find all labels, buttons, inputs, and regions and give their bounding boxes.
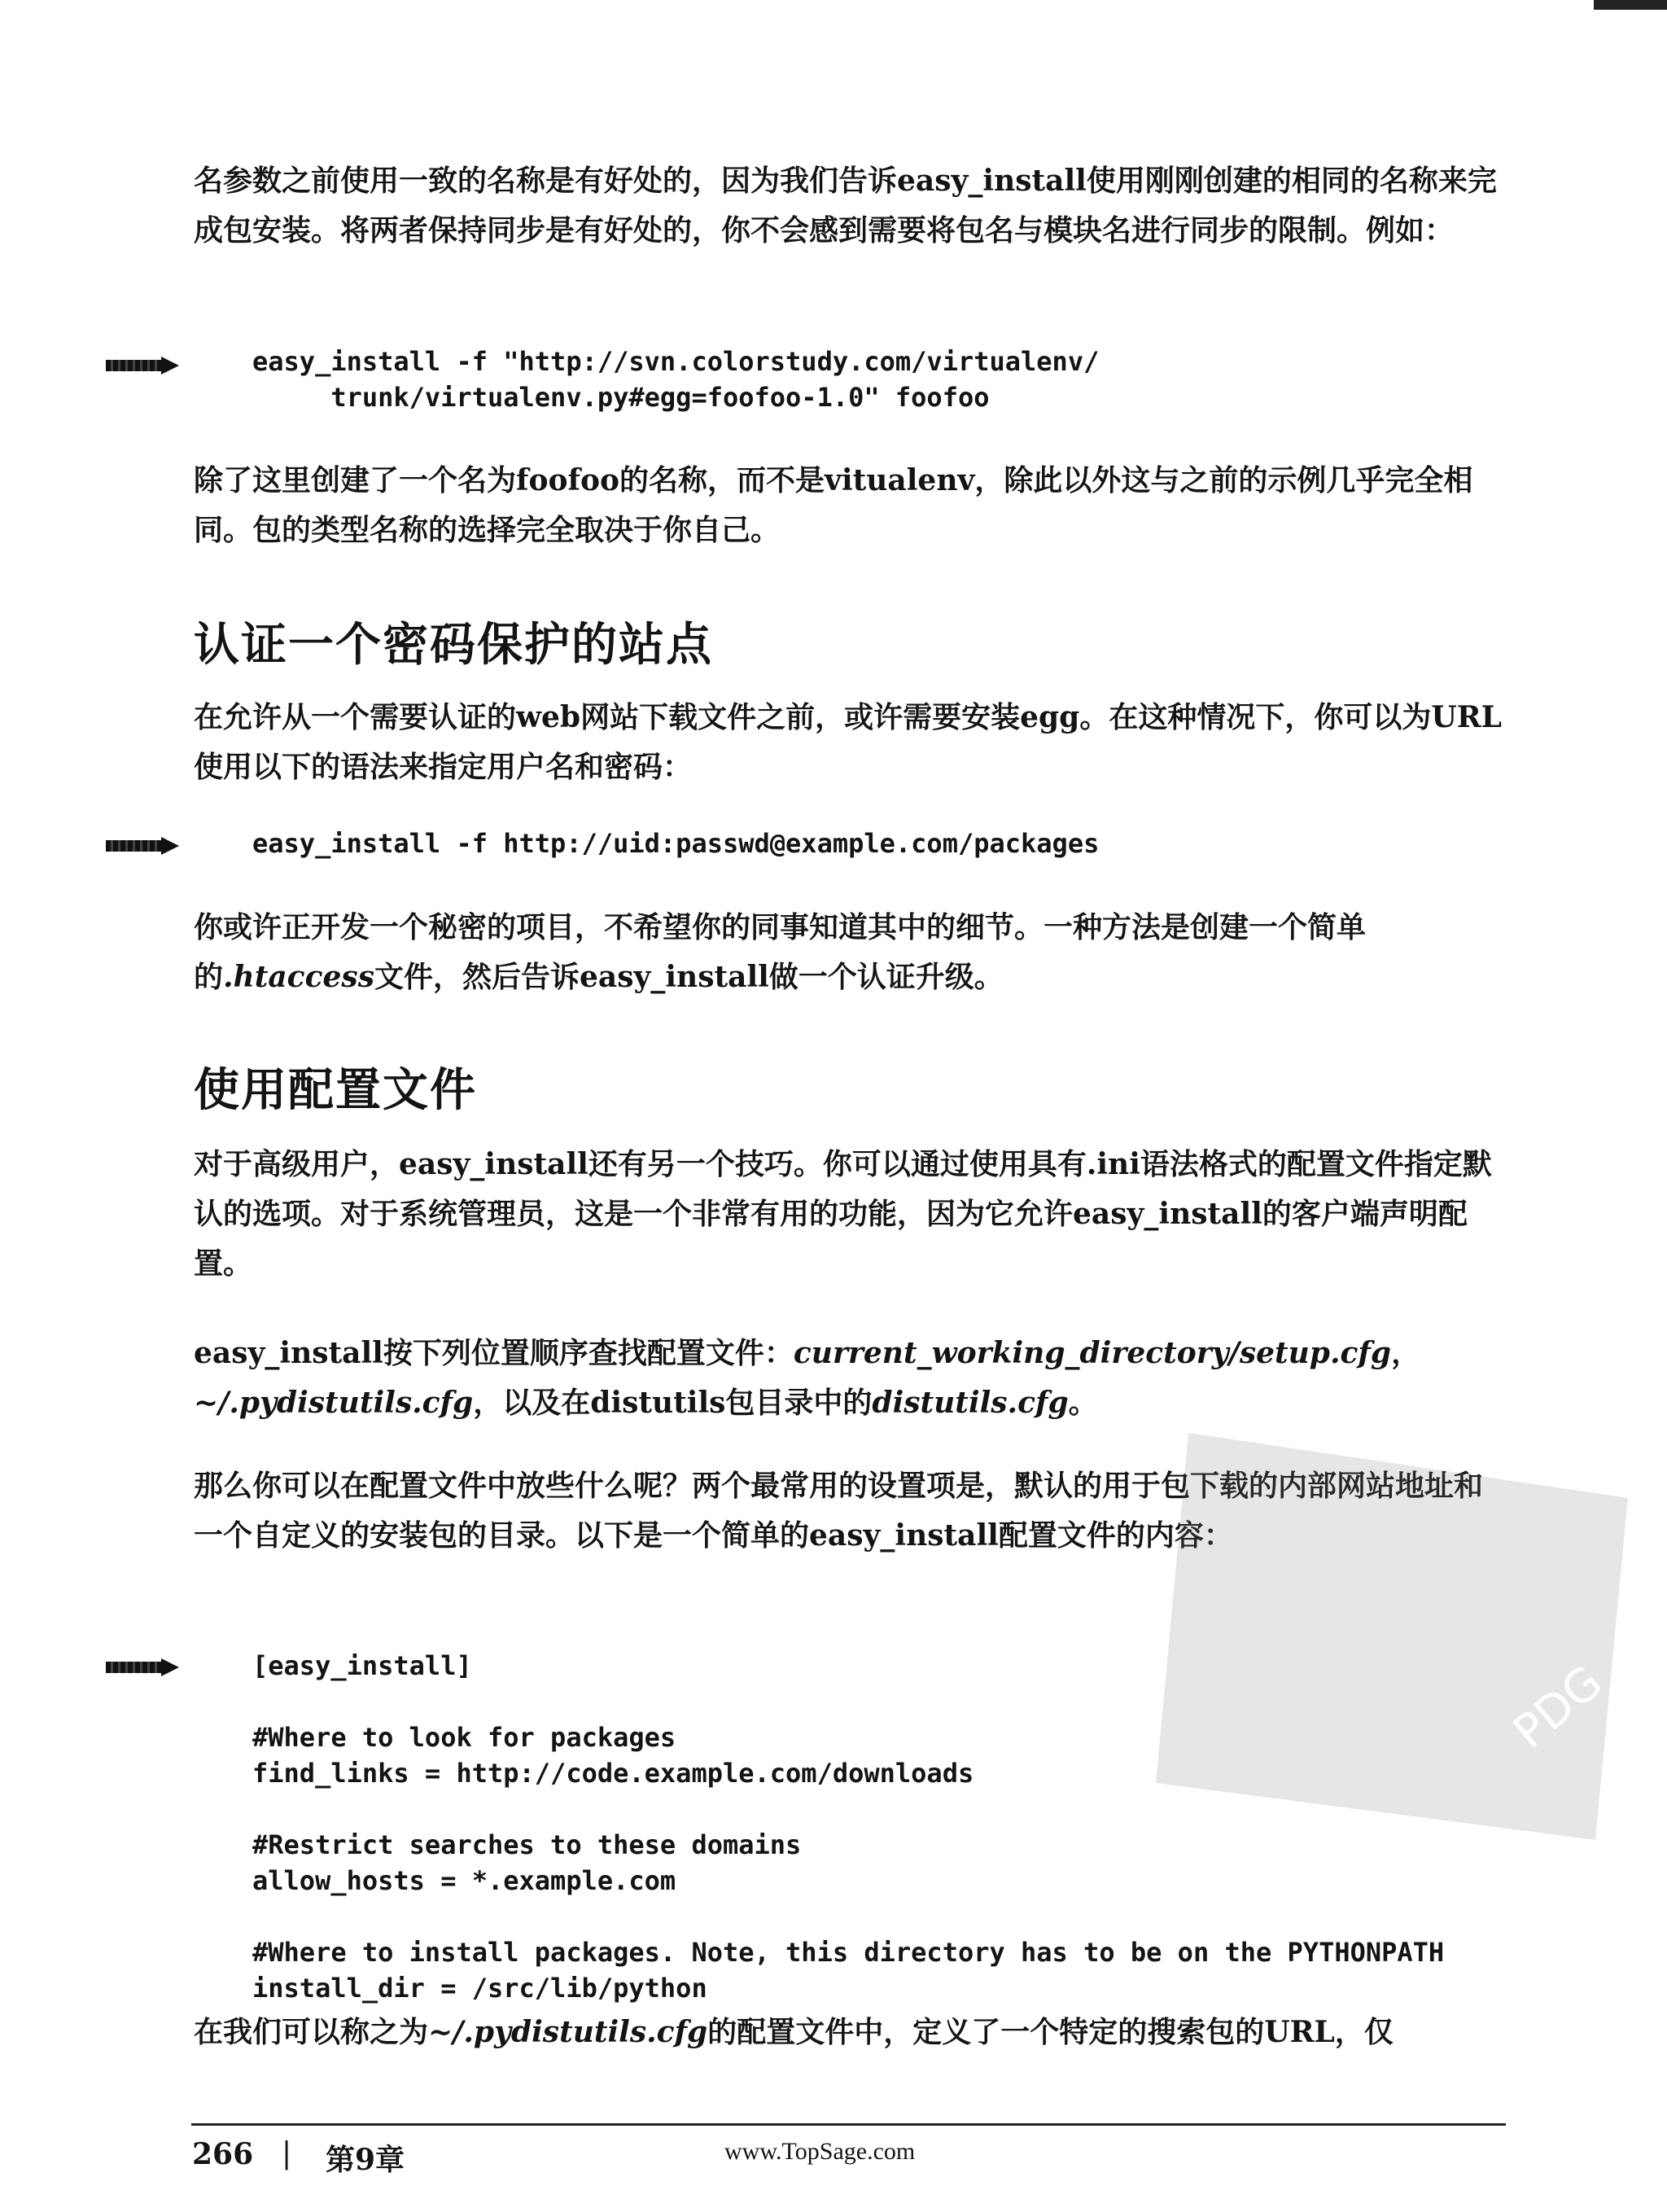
paragraph-htaccess: [194, 903, 1504, 1002]
text-run-italic: .htaccess: [223, 960, 374, 994]
paragraph-text: 除了这里创建了一个名为foofoo的名称，而不是vitualenv，除此以外这与之前的示例几乎完全相同。包的类型名称的选择完全取决于你自己。: [194, 463, 1473, 547]
paragraph-config-intro: [194, 1140, 1504, 1289]
text-run: ，: [1391, 1336, 1421, 1370]
watermark-text: PDG: [1503, 1655, 1613, 1759]
code-block-2: [252, 826, 1563, 861]
paragraph-pydistutils: [194, 2008, 1504, 2057]
paragraph-text: 那么你可以在配置文件中放些什么呢？两个最常用的设置项是，默认的用于包下载的内部网站地址和一个自定义的安装包的目录。以下是一个简单的easy_install配置文件的内容：: [194, 1469, 1484, 1553]
page-number: 266: [192, 2137, 254, 2171]
corner-mark: [1594, 0, 1667, 10]
text-run: 的配置文件中，定义了一个特定的搜索包的URL，仅: [707, 2015, 1394, 2049]
text-run: 在我们可以称之为: [194, 2015, 429, 2049]
paragraph-text: 对于高级用户，easy_install还有另一个技巧。你可以通过使用具有.ini语法格式的配置文件指定默认的选项。对于系统管理员，这是一个非常有用的功能，因为它允许easy_install的客户端声明配置。: [194, 1147, 1492, 1281]
text-run: 。: [1068, 1386, 1098, 1420]
paragraph-foofoo: [194, 456, 1504, 555]
text-run: 你或许正开发一个秘密的项目，不希望你的同事知道其中的细节。一种方法是创建一个简单的: [194, 910, 1367, 994]
text-run-italic: ~/.pydistutils.cfg: [428, 2015, 708, 2049]
chapter-label: 第9章: [326, 2143, 405, 2177]
text-run: ，以及在distutils包目录中的: [473, 1386, 873, 1420]
code-text: easy_install -f "http://svn.colorstudy.com/virtualenv/ trunk/virtualenv.py#egg=foofoo-1.0" foofoo: [252, 346, 1100, 413]
paragraph-intro: [194, 156, 1504, 256]
text-run-italic: distutils.cfg: [872, 1386, 1069, 1420]
footer-rule: [191, 2123, 1506, 2126]
paragraph-text: [194, 2008, 1504, 2057]
code-block-1: [252, 344, 1563, 415]
section-heading: 认证一个密码保护的站点: [194, 619, 713, 672]
footer-site: www.TopSage.com: [724, 2138, 916, 2165]
paragraph-text: [194, 903, 1504, 1002]
footer-separator: |: [282, 2137, 292, 2170]
code-arrow-icon: [106, 357, 181, 375]
watermark-seal-icon: [1140, 1400, 1660, 1856]
text-run: 文件，然后告诉easy_install做一个认证升级。: [374, 960, 1004, 994]
text-run-italic: current_working_directory/setup.cfg: [793, 1336, 1392, 1370]
text-run: easy_install按下列位置顺序查找配置文件：: [194, 1336, 794, 1370]
code-text: easy_install -f http://uid:passwd@example.com/packages: [252, 828, 1100, 859]
section-heading: 使用配置文件: [194, 1064, 477, 1117]
paragraph-auth: [194, 693, 1504, 792]
section-heading-config: [194, 1062, 1504, 1120]
code-text: [easy_install] #Where to look for packages find_links = http://code.example.com/downloads #Restrict searches to these domains allow_hosts = *.example.com #Where to install packages. Note, this directory has to be on the PYTHONPATH install_dir = /src/lib/python: [252, 1650, 1445, 2004]
code-arrow-icon: [106, 837, 181, 855]
text-run-italic: ~/.pydistutils.cfg: [194, 1386, 474, 1420]
code-arrow-icon: [106, 1658, 181, 1676]
section-heading-auth: [194, 616, 1504, 675]
paragraph-text: 在允许从一个需要认证的web网站下载文件之前，或许需要安装egg。在这种情况下，你可以为URL使用以下的语法来指定用户名和密码：: [194, 700, 1502, 784]
paragraph-text: 名参数之前使用一致的名称是有好处的，因为我们告诉easy_install使用刚刚创建的相同的名称来完成包安装。将两者保持同步是有好处的，你不会感到需要将包名与模块名进行同步的限制。例如：: [194, 164, 1497, 247]
